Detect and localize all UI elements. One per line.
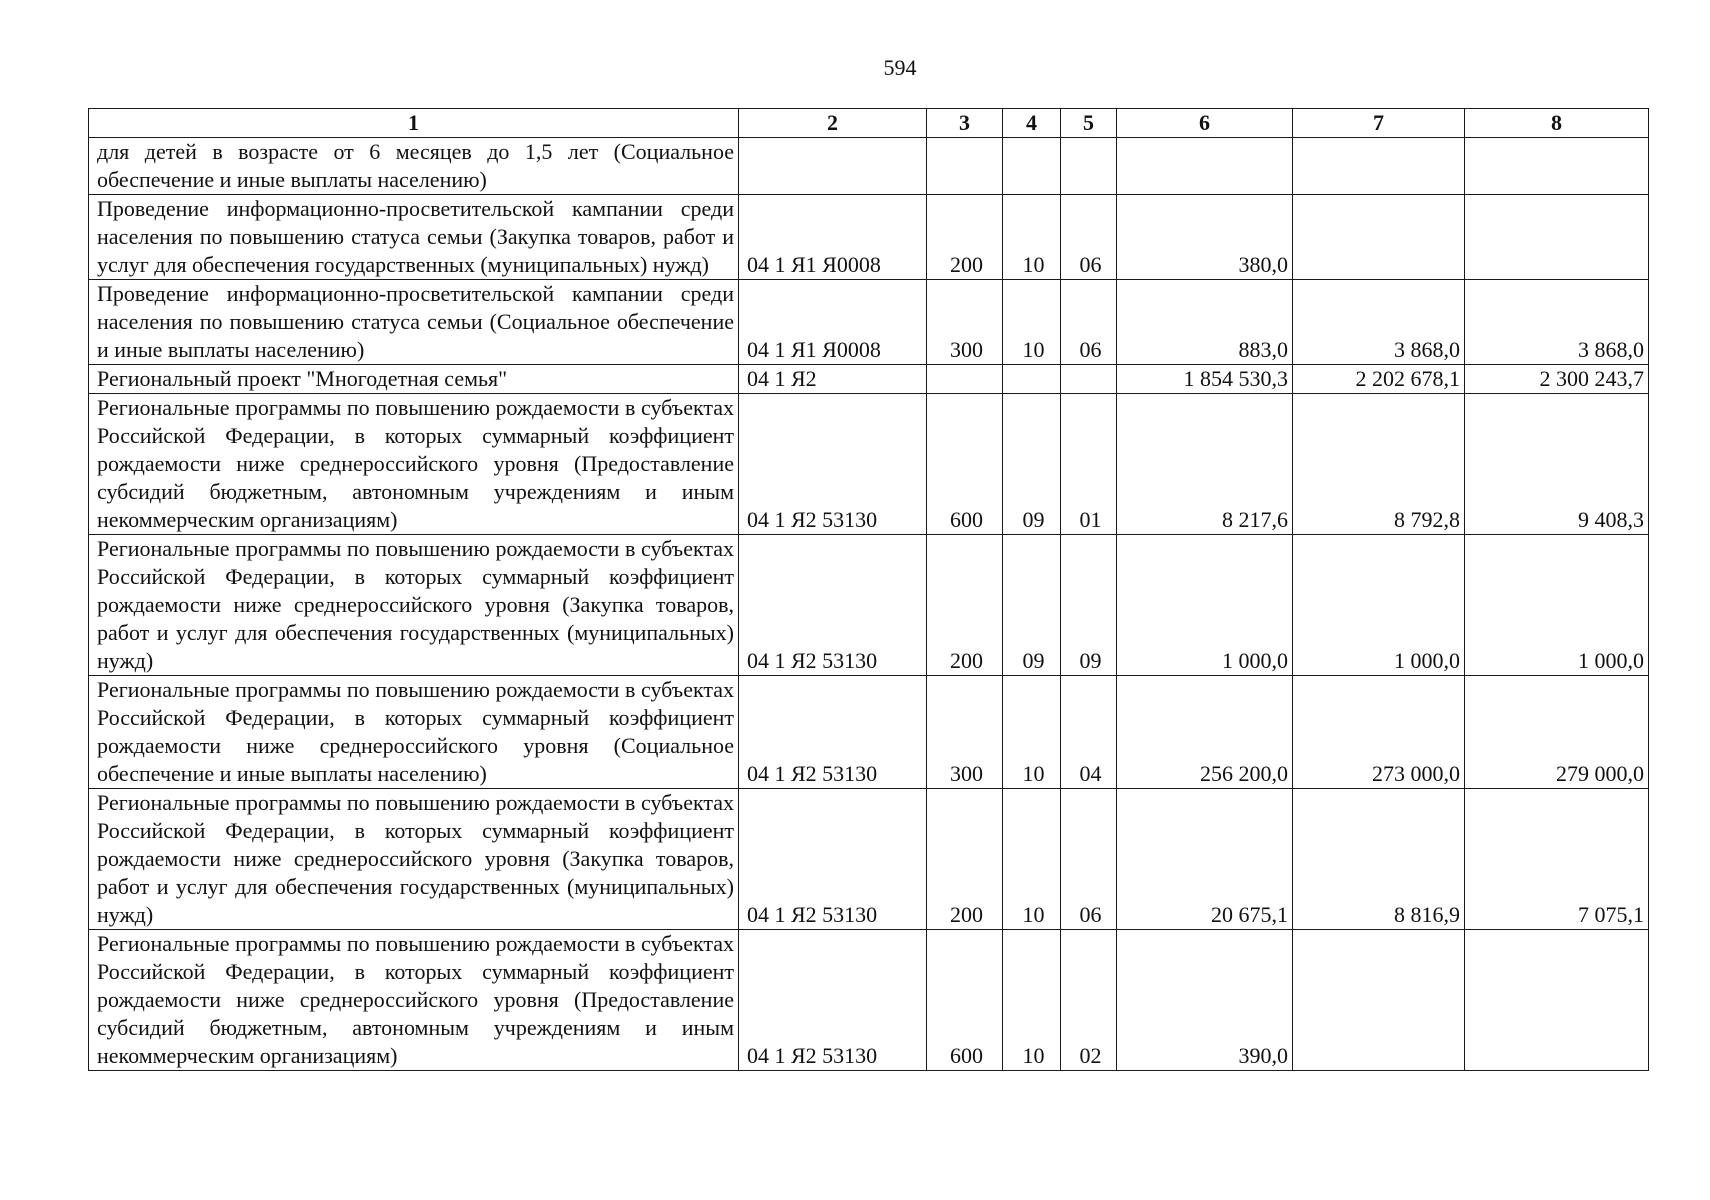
table-row (89, 195, 1649, 280)
row-code: 04 1 Я2 53130 (739, 930, 927, 1071)
row-col8: 7 075,1 (1465, 789, 1649, 930)
header-col-8: 8 (1465, 109, 1649, 138)
table-row (89, 676, 1649, 789)
header-col-4: 4 (1003, 109, 1061, 138)
row-col7 (1293, 195, 1465, 280)
row-col7: 1 000,0 (1293, 535, 1465, 676)
header-col-1: 1 (89, 109, 739, 138)
row-col7: 273 000,0 (1293, 676, 1465, 789)
row-description: Проведение информационно-просветительской кампании среди населения по повышению статуса семьи (Закупка товаров, работ и услуг для обеспечения государственных (муниципальных) нужд) (89, 195, 739, 280)
row-code: 04 1 Я2 (739, 365, 927, 394)
row-col8 (1465, 138, 1649, 195)
row-col3: 200 (927, 195, 1003, 280)
page-number: 594 (883, 55, 917, 80)
row-col8 (1465, 930, 1649, 1071)
row-col5: 06 (1061, 789, 1117, 930)
row-code: 04 1 Я2 53130 (739, 676, 927, 789)
table-row (89, 365, 1649, 394)
row-col6 (1117, 138, 1293, 195)
row-col5: 02 (1061, 930, 1117, 1071)
table-row (89, 394, 1649, 535)
row-description: Региональный проект "Многодетная семья" (89, 365, 739, 394)
table-row (89, 280, 1649, 365)
row-description: для детей в возрасте от 6 месяцев до 1,5 лет (Социальное обеспечение и иные выплаты населению) (89, 138, 739, 195)
header-col-5: 5 (1061, 109, 1117, 138)
row-description: Региональные программы по повышению рождаемости в субъектах Российской Федерации, в которых суммарный коэффициент рождаемости ниже среднероссийского уровня (Социальное обеспечение и иные выплаты населению) (89, 676, 739, 789)
row-col5 (1061, 365, 1117, 394)
row-col4: 10 (1003, 789, 1061, 930)
row-col4: 09 (1003, 535, 1061, 676)
row-col6: 380,0 (1117, 195, 1293, 280)
row-code: 04 1 Я2 53130 (739, 394, 927, 535)
row-col3 (927, 365, 1003, 394)
table-row (89, 138, 1649, 195)
row-col3: 600 (927, 394, 1003, 535)
row-col4: 09 (1003, 394, 1061, 535)
row-col6: 883,0 (1117, 280, 1293, 365)
budget-table (88, 108, 1649, 1071)
row-description: Региональные программы по повышению рождаемости в субъектах Российской Федерации, в которых суммарный коэффициент рождаемости ниже среднероссийского уровня (Закупка товаров, работ и услуг для обеспечения государственных (муниципальных) нужд) (89, 789, 739, 930)
row-col8: 3 868,0 (1465, 280, 1649, 365)
row-col3 (927, 138, 1003, 195)
row-col4 (1003, 365, 1061, 394)
row-code: 04 1 Я2 53130 (739, 535, 927, 676)
row-col3: 200 (927, 789, 1003, 930)
row-col5: 06 (1061, 195, 1117, 280)
row-col5 (1061, 138, 1117, 195)
row-col5: 06 (1061, 280, 1117, 365)
row-col3: 300 (927, 280, 1003, 365)
table-row (89, 789, 1649, 930)
row-col3: 200 (927, 535, 1003, 676)
header-col-2: 2 (739, 109, 927, 138)
row-col4: 10 (1003, 676, 1061, 789)
row-description: Проведение информационно-просветительской кампании среди населения по повышению статуса семьи (Социальное обеспечение и иные выплаты населению) (89, 280, 739, 365)
row-col8 (1465, 195, 1649, 280)
row-col8: 279 000,0 (1465, 676, 1649, 789)
row-col7: 2 202 678,1 (1293, 365, 1465, 394)
row-col8: 1 000,0 (1465, 535, 1649, 676)
row-code: 04 1 Я1 Я0008 (739, 195, 927, 280)
header-col-7: 7 (1293, 109, 1465, 138)
row-col6: 20 675,1 (1117, 789, 1293, 930)
row-col7 (1293, 138, 1465, 195)
row-col7 (1293, 930, 1465, 1071)
row-col5: 09 (1061, 535, 1117, 676)
row-col7: 8 792,8 (1293, 394, 1465, 535)
header-col-3: 3 (927, 109, 1003, 138)
row-col6: 1 854 530,3 (1117, 365, 1293, 394)
row-col7: 3 868,0 (1293, 280, 1465, 365)
row-col6: 1 000,0 (1117, 535, 1293, 676)
row-col4 (1003, 138, 1061, 195)
row-code: 04 1 Я2 53130 (739, 789, 927, 930)
header-col-6: 6 (1117, 109, 1293, 138)
row-col5: 01 (1061, 394, 1117, 535)
row-description: Региональные программы по повышению рождаемости в субъектах Российской Федерации, в которых суммарный коэффициент рождаемости ниже среднероссийского уровня (Предоставление субсидий бюджетным, автономным учреждениям и иным некоммерческим организациям) (89, 930, 739, 1071)
row-col3: 600 (927, 930, 1003, 1071)
row-col6: 256 200,0 (1117, 676, 1293, 789)
row-col8: 2 300 243,7 (1465, 365, 1649, 394)
row-col7: 8 816,9 (1293, 789, 1465, 930)
header-row (89, 109, 1649, 138)
row-col4: 10 (1003, 930, 1061, 1071)
row-col3: 300 (927, 676, 1003, 789)
row-code (739, 138, 927, 195)
row-description: Региональные программы по повышению рождаемости в субъектах Российской Федерации, в которых суммарный коэффициент рождаемости ниже среднероссийского уровня (Закупка товаров, работ и услуг для обеспечения государственных (муниципальных) нужд) (89, 535, 739, 676)
row-col8: 9 408,3 (1465, 394, 1649, 535)
row-col4: 10 (1003, 195, 1061, 280)
table-row (89, 930, 1649, 1071)
row-code: 04 1 Я1 Я0008 (739, 280, 927, 365)
row-col4: 10 (1003, 280, 1061, 365)
row-col6: 8 217,6 (1117, 394, 1293, 535)
row-col6: 390,0 (1117, 930, 1293, 1071)
row-col5: 04 (1061, 676, 1117, 789)
table-row (89, 535, 1649, 676)
row-description: Региональные программы по повышению рождаемости в субъектах Российской Федерации, в которых суммарный коэффициент рождаемости ниже среднероссийского уровня (Предоставление субсидий бюджетным, автономным учреждениям и иным некоммерческим организациям) (89, 394, 739, 535)
